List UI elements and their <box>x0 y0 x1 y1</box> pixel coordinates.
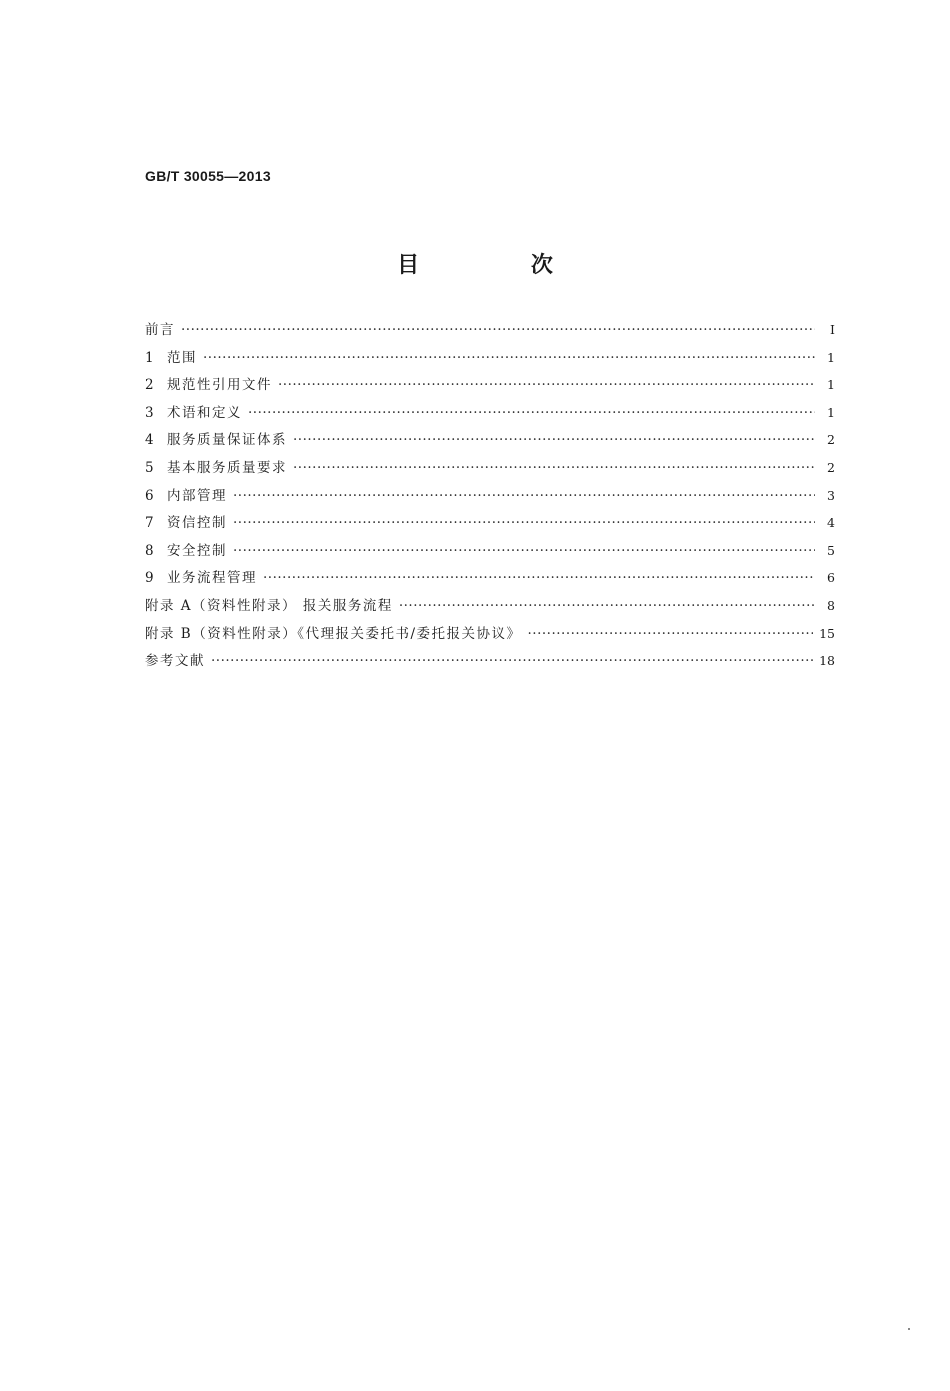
toc-entry-9[interactable] <box>145 566 835 594</box>
toc-entry-page: 6 <box>827 570 835 586</box>
toc-entry-page: 2 <box>827 459 835 475</box>
toc-entry-page: 1 <box>827 404 835 420</box>
toc-entry-page: 2 <box>827 432 835 448</box>
toc-entry-2[interactable] <box>145 373 835 401</box>
toc-entry-appendix-a[interactable] <box>145 594 835 622</box>
toc-leader-dots <box>248 405 815 421</box>
toc-entry-foreword[interactable] <box>145 318 835 346</box>
toc-entry-label: 附录 B（资料性附录）《代理报关委托书/委托报关协议》 <box>145 625 522 642</box>
toc-entry-page: 1 <box>827 377 835 393</box>
toc-leader-dots <box>233 543 815 559</box>
toc-entry-label: 内部管理 <box>167 487 227 504</box>
toc-entry-page: 1 <box>827 349 835 365</box>
toc-entry-number: 7 <box>145 515 154 532</box>
toc-entry-number: 3 <box>145 404 154 421</box>
toc-entry-page: 5 <box>827 542 835 558</box>
toc-entry-label: 资信控制 <box>167 515 227 532</box>
toc-entry-3[interactable] <box>145 401 835 429</box>
toc-entry-1[interactable] <box>145 346 835 374</box>
toc-entry-number: 6 <box>145 487 154 504</box>
toc-leader-dots <box>278 377 815 393</box>
toc-leader-dots <box>181 322 815 338</box>
toc-entry-8[interactable] <box>145 539 835 567</box>
toc-entry-label: 业务流程管理 <box>167 570 257 587</box>
toc-entry-7[interactable] <box>145 511 835 539</box>
toc-entry-appendix-b[interactable] <box>145 622 835 650</box>
toc-entry-page: 18 <box>819 653 835 669</box>
toc-entry-number: 2 <box>145 377 154 394</box>
toc-entry-label: 规范性引用文件 <box>167 377 272 394</box>
toc-entry-label: 附录 A（资料性附录） 报关服务流程 <box>145 597 393 614</box>
toc-leader-dots <box>263 570 815 586</box>
toc-leader-dots <box>399 598 815 614</box>
document-code: GB/T 30055—2013 <box>145 168 271 184</box>
toc-entry-page: 4 <box>827 515 835 531</box>
toc-entry-page: 15 <box>819 625 835 641</box>
toc-leader-dots <box>233 488 815 504</box>
toc-leader-dots <box>203 350 815 366</box>
toc-entry-label: 前言 <box>145 322 175 338</box>
toc-entry-page: Ⅰ <box>830 322 835 337</box>
toc-leader-dots <box>211 653 813 669</box>
toc-entry-label: 术语和定义 <box>167 404 242 421</box>
toc-entry-number: 8 <box>145 542 154 559</box>
page-title: 目 次 <box>397 253 605 278</box>
toc-entry-number: 4 <box>145 432 154 449</box>
toc-entry-number: 1 <box>145 349 154 366</box>
toc-entry-4[interactable] <box>145 428 835 456</box>
toc-leader-dots <box>528 626 814 642</box>
table-of-contents <box>145 318 835 677</box>
toc-entry-bibliography[interactable] <box>145 649 835 677</box>
toc-entry-label: 范围 <box>167 349 197 366</box>
toc-entry-number: 5 <box>145 459 154 476</box>
toc-entry-label: 服务质量保证体系 <box>167 432 287 449</box>
toc-entry-label: 参考文献 <box>145 653 205 670</box>
toc-leader-dots <box>293 460 815 476</box>
toc-entry-label: 安全控制 <box>167 542 227 559</box>
toc-entry-6[interactable] <box>145 484 835 512</box>
toc-entry-5[interactable] <box>145 456 835 484</box>
toc-entry-label: 基本服务质量要求 <box>167 459 287 476</box>
toc-entry-number: 9 <box>145 570 154 587</box>
toc-leader-dots <box>293 432 815 448</box>
toc-entry-page: 3 <box>827 487 835 503</box>
scan-speck <box>908 1328 910 1330</box>
toc-leader-dots <box>233 515 815 531</box>
toc-entry-page: 8 <box>827 597 835 613</box>
